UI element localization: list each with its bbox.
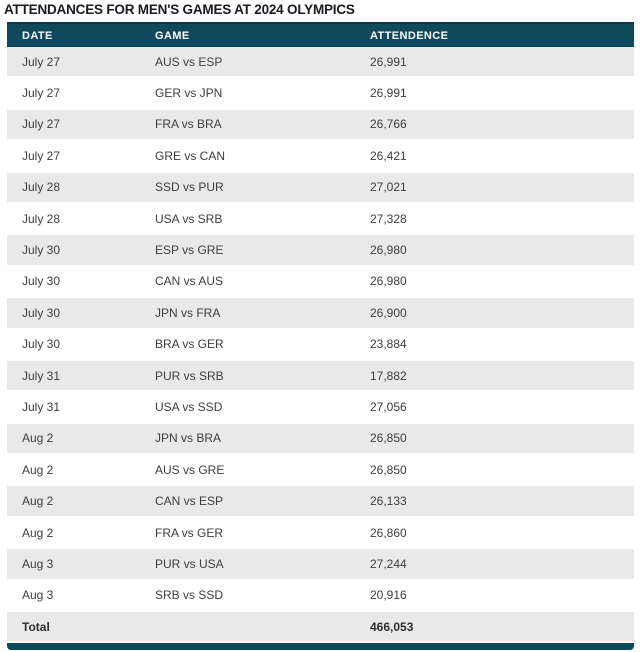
table-row bbox=[7, 204, 634, 235]
table-row bbox=[7, 330, 634, 361]
row-attendance-cell: 26,860 bbox=[370, 525, 407, 540]
table-row bbox=[7, 298, 634, 329]
table-row bbox=[7, 581, 634, 612]
row-attendance-cell: 26,900 bbox=[370, 305, 407, 320]
row-attendance-cell: 27,328 bbox=[370, 211, 407, 226]
row-attendance-cell: 20,916 bbox=[370, 588, 407, 603]
row-attendance-cell: 26,766 bbox=[370, 117, 407, 132]
row-date-cell: July 31 bbox=[22, 368, 61, 383]
page-title: ATTENDANCES FOR MEN'S GAMES AT 2024 OLYMPICS bbox=[4, 2, 355, 17]
table-row bbox=[7, 110, 634, 141]
row-attendance-cell: 26,133 bbox=[370, 494, 407, 509]
row-attendance-cell: 27,021 bbox=[370, 180, 407, 195]
table-row bbox=[7, 549, 634, 580]
row-game-cell: PUR vs USA bbox=[155, 556, 224, 571]
row-game-cell: USA vs SSD bbox=[155, 399, 223, 414]
row-game-cell: ESP vs GRE bbox=[155, 243, 224, 258]
row-game-cell: CAN vs AUS bbox=[155, 274, 224, 289]
row-game-cell: AUS vs GRE bbox=[155, 462, 225, 477]
row-attendance-cell: 26,421 bbox=[370, 148, 407, 163]
table-row bbox=[7, 78, 634, 109]
row-date-cell: July 31 bbox=[22, 399, 61, 414]
row-date-cell: Aug 2 bbox=[22, 525, 54, 540]
table-row bbox=[7, 455, 634, 486]
row-date-cell: July 28 bbox=[22, 180, 61, 195]
row-attendance-cell: 26,991 bbox=[370, 86, 407, 101]
table-row bbox=[7, 392, 634, 423]
row-date-cell: July 30 bbox=[22, 337, 61, 352]
row-game-cell: USA vs SRB bbox=[155, 211, 223, 226]
row-attendance-cell: 27,244 bbox=[370, 556, 407, 571]
table-header-row bbox=[7, 22, 634, 47]
total-value: 466,053 bbox=[370, 619, 414, 634]
row-date-cell: July 28 bbox=[22, 211, 61, 226]
row-attendance-cell: 26,980 bbox=[370, 243, 407, 258]
row-date-cell: Aug 2 bbox=[22, 462, 54, 477]
total-row bbox=[7, 612, 634, 643]
row-attendance-cell: 26,991 bbox=[370, 54, 407, 69]
row-date-cell: Aug 2 bbox=[22, 431, 54, 446]
row-date-cell: Aug 2 bbox=[22, 494, 54, 509]
row-date-cell: Aug 3 bbox=[22, 556, 54, 571]
row-game-cell: GRE vs CAN bbox=[155, 148, 226, 163]
table-row bbox=[7, 424, 634, 455]
row-date-cell: July 27 bbox=[22, 117, 61, 132]
row-game-cell: SSD vs PUR bbox=[155, 180, 224, 195]
row-date-cell: July 30 bbox=[22, 305, 61, 320]
table-footer-bar bbox=[7, 643, 634, 650]
table-row bbox=[7, 518, 634, 549]
row-attendance-cell: 23,884 bbox=[370, 337, 407, 352]
row-date-cell: July 30 bbox=[22, 243, 61, 258]
row-date-cell: Aug 3 bbox=[22, 588, 54, 603]
table-row bbox=[7, 47, 634, 78]
row-game-cell: AUS vs ESP bbox=[155, 54, 223, 69]
row-game-cell: CAN vs ESP bbox=[155, 494, 224, 509]
table-row bbox=[7, 141, 634, 172]
column-header-date: DATE bbox=[22, 29, 53, 42]
row-game-cell: PUR vs SRB bbox=[155, 368, 224, 383]
row-game-cell: BRA vs GER bbox=[155, 337, 224, 352]
table-row bbox=[7, 267, 634, 298]
row-game-cell: GER vs JPN bbox=[155, 86, 223, 101]
total-label: Total bbox=[22, 619, 50, 634]
table-body bbox=[7, 47, 634, 612]
row-game-cell: SRB vs SSD bbox=[155, 588, 224, 603]
attendance-table bbox=[7, 22, 634, 650]
row-date-cell: July 27 bbox=[22, 54, 61, 69]
table-row bbox=[7, 173, 634, 204]
row-date-cell: July 27 bbox=[22, 86, 61, 101]
table-row bbox=[7, 235, 634, 266]
table-row bbox=[7, 486, 634, 517]
row-game-cell: JPN vs FRA bbox=[155, 305, 221, 320]
row-attendance-cell: 17,882 bbox=[370, 368, 407, 383]
row-attendance-cell: 26,850 bbox=[370, 462, 407, 477]
table-row bbox=[7, 361, 634, 392]
column-header-attendance: ATTENDENCE bbox=[370, 29, 449, 42]
row-date-cell: July 27 bbox=[22, 148, 61, 163]
column-header-game: GAME bbox=[155, 29, 190, 42]
row-date-cell: July 30 bbox=[22, 274, 61, 289]
row-game-cell: JPN vs BRA bbox=[155, 431, 222, 446]
row-attendance-cell: 26,850 bbox=[370, 431, 407, 446]
row-game-cell: FRA vs BRA bbox=[155, 117, 222, 132]
row-game-cell: FRA vs GER bbox=[155, 525, 224, 540]
row-attendance-cell: 27,056 bbox=[370, 399, 407, 414]
row-attendance-cell: 26,980 bbox=[370, 274, 407, 289]
